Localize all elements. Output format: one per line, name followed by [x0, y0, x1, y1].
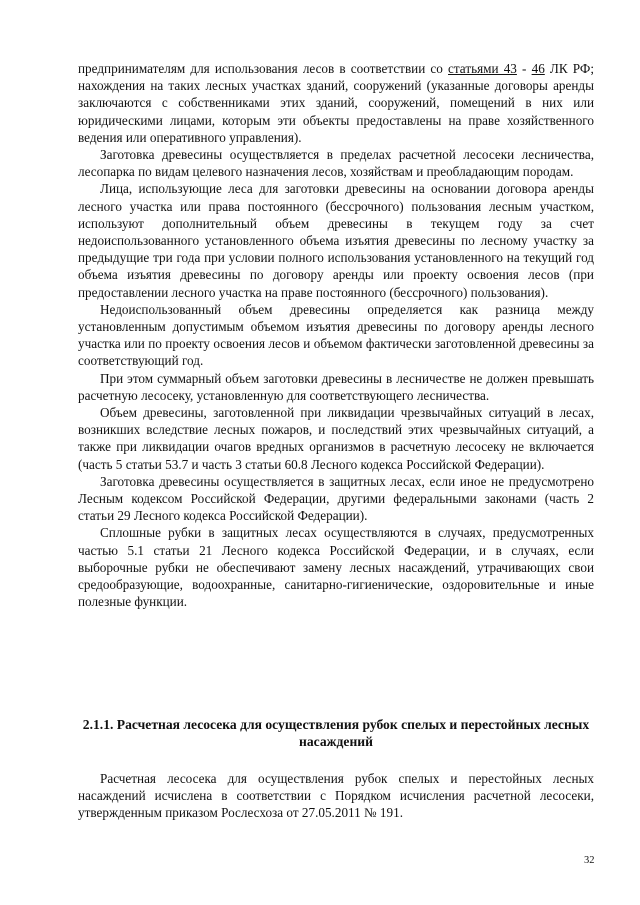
- paragraph-1: [78, 60, 594, 146]
- section-body: [78, 770, 594, 822]
- document-page: [78, 60, 594, 821]
- paragraph-3: Лица, использующие леса для заготовки древесины на основании договора аренды лесного участка или права постоянного (бессрочного) пользования лесным участком, используют дополнительный объем древесины в текущем году за счет недоиспользованного установленного объема изъятия древесины по лесному участку за предыдущие три года при условии полного использования установленного на текущий год объема изъятия древесины по договору аренды или проекту освоения лесов (при предоставлении лесного участка на праве постоянного (бессрочного) пользования).: [78, 181, 594, 300]
- link-separator: -: [516, 61, 532, 76]
- article-46-link[interactable]: 46: [531, 61, 545, 76]
- paragraph-5: При этом суммарный объем заготовки древесины в лесничестве не должен превышать расчетную лесосеку, установленную для соответствующего лесничества.: [78, 370, 594, 403]
- paragraph-1-text-end: ЛК РФ; нахождения на таких лесных участках зданий, сооружений (указанные договоры аренды заключаются с собственниками этих зданий, сооружений, помещений в них или юридическими лицами, которым эти объекты предоставлены на праве хозяйственного ведения или оперативного управления).: [78, 61, 594, 145]
- article-43-link[interactable]: статьями 43: [448, 61, 517, 76]
- paragraph-6: Объем древесины, заготовленной при ликвидации чрезвычайных ситуаций в лесах, возникших вследствие лесных пожаров, и последствий этих чрезвычайных ситуаций, а также при ликвидации очагов вредных организмов в расчетную лесосеку не включается (часть 5 статьи 53.7 и часть 3 статьи 60.8 Лесного кодекса Российской Федерации).: [78, 405, 594, 472]
- paragraph-7: Заготовка древесины осуществляется в защитных лесах, если иное не предусмотрено Лесным кодексом Российской Федерации, другими федеральными законами (часть 2 статьи 29 Лесного кодекса Российской Федерации).: [78, 473, 594, 524]
- section-heading: 2.1.1. Расчетная лесосека для осуществления рубок спелых и перестойных лесных насаждений: [82, 717, 590, 750]
- page-number: 32: [584, 855, 595, 866]
- paragraph-4: Недоиспользованный объем древесины определяется как разница между установленным допустимым объемом изъятия древесины по договору аренды лесного участка или по проекту освоения лесов и объемом фактически заготовленной древесины за соответствующий год.: [78, 301, 594, 369]
- section-paragraph: Расчетная лесосека для осуществления рубок спелых и перестойных лесных насаждений исчислена в соответствии с Порядком исчисления расчетной лесосеки, утвержденным приказом Рослесхоза от 27.05.2011 № 191.: [78, 771, 594, 821]
- paragraph-2: Заготовка древесины осуществляется в пределах расчетной лесосеки лесничества, лесопарка по видам целевого назначения лесов, хозяйствам и преобладающим породам.: [78, 147, 594, 180]
- paragraph-8: Сплошные рубки в защитных лесах осуществляются в случаях, предусмотренных частью 5.1 статьи 21 Лесного кодекса Российской Федерации, и в случаях, если выборочные рубки не обеспечивают замену лесных насаждений, утрачивающих свои средообразующие, водоохранные, санитарно-гигиенические, оздоровительные и иные полезные функции.: [78, 525, 594, 610]
- paragraph-1-text-start: предпринимателям для использования лесов в соответствии со: [78, 61, 449, 76]
